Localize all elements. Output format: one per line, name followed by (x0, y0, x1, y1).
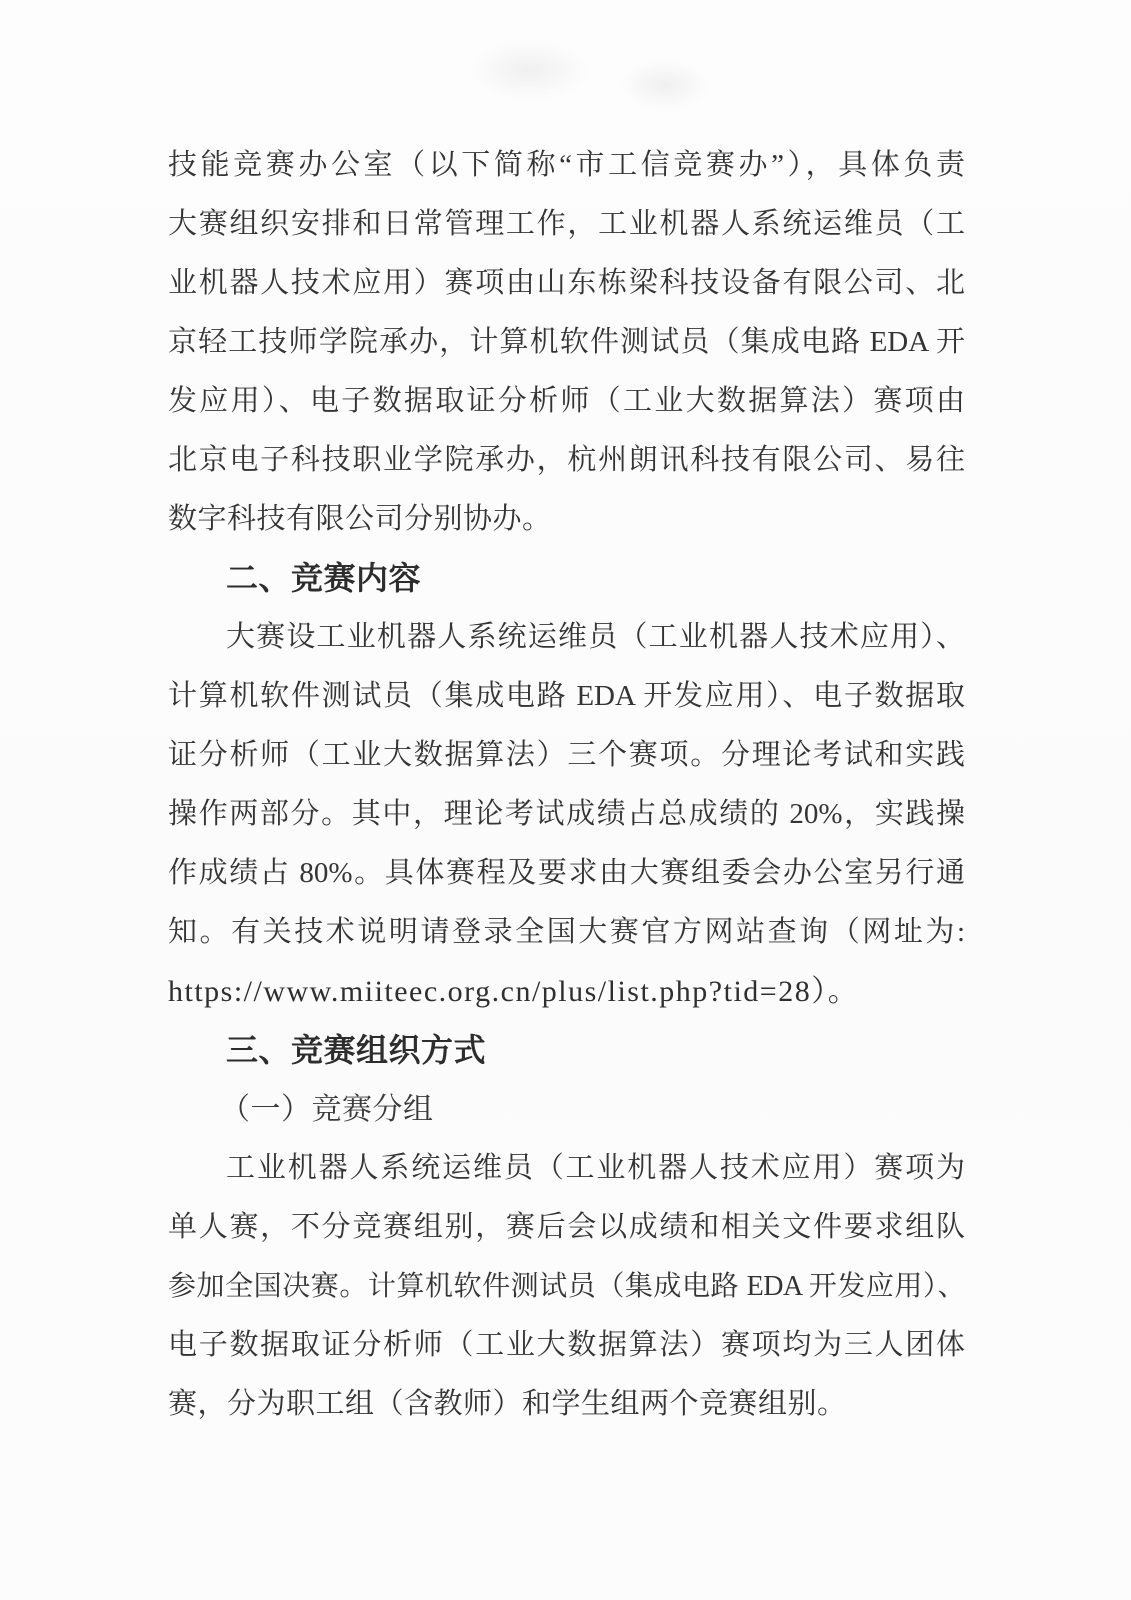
section-heading-competition-content: 二、竞赛内容 (226, 560, 422, 596)
body-line: 知。有关技术说明请登录全国大赛官方网站查询（网址为: (168, 916, 965, 948)
body-line: 单人赛，不分竞赛组别，赛后会以成绩和相关文件要求组队 (168, 1211, 965, 1243)
document-text-block (168, 136, 965, 1434)
body-line: 发应用）、电子数据取证分析师（工业大数据算法）赛项由 (168, 385, 965, 417)
scan-smudge (470, 40, 590, 100)
body-line: 技能竞赛办公室（以下简称“市工信竞赛办”），具体负责 (168, 149, 965, 181)
body-line: 作成绩占 80%。具体赛程及要求由大赛组委会办公室另行通 (168, 857, 965, 889)
body-line: 参加全国决赛。计算机软件测试员（集成电路 EDA 开发应用）、 (168, 1271, 965, 1302)
website-url-text: https://www.miiteec.org.cn/plus/list.php?tid=28）。 (168, 975, 860, 1008)
section-heading-organization-method: 三、竞赛组织方式 (226, 1032, 487, 1068)
body-line: 操作两部分。其中，理论考试成绩占总成绩的 20%，实践操 (168, 798, 965, 830)
body-line: 大赛组织安排和日常管理工作，工业机器人系统运维员（工 (168, 208, 965, 240)
body-line-paragraph-start: 大赛设工业机器人系统运维员（工业机器人技术应用）、 (226, 621, 965, 653)
body-line: 京轻工技师学院承办，计算机软件测试员（集成电路 EDA 开 (168, 326, 965, 358)
body-line: 证分析师（工业大数据算法）三个赛项。分理论考试和实践 (168, 739, 965, 771)
body-line: 北京电子科技职业学院承办，杭州朗讯科技有限公司、易往 (168, 444, 965, 476)
body-line-paragraph-end: 赛，分为职工组（含教师）和学生组两个竞赛组别。 (168, 1388, 847, 1420)
body-line: 业机器人技术应用）赛项由山东栋梁科技设备有限公司、北 (168, 267, 965, 299)
body-line-paragraph-end: 数字科技有限公司分别协办。 (168, 503, 552, 535)
subsection-heading-competition-grouping: （一）竞赛分组 (220, 1093, 434, 1126)
body-line-paragraph-start: 工业机器人系统运维员（工业机器人技术应用）赛项为 (226, 1152, 965, 1184)
body-line: 计算机软件测试员（集成电路 EDA 开发应用）、电子数据取 (168, 680, 965, 712)
body-line: 电子数据取证分析师（工业大数据算法）赛项均为三人团体 (168, 1329, 965, 1361)
scan-smudge (620, 60, 710, 110)
